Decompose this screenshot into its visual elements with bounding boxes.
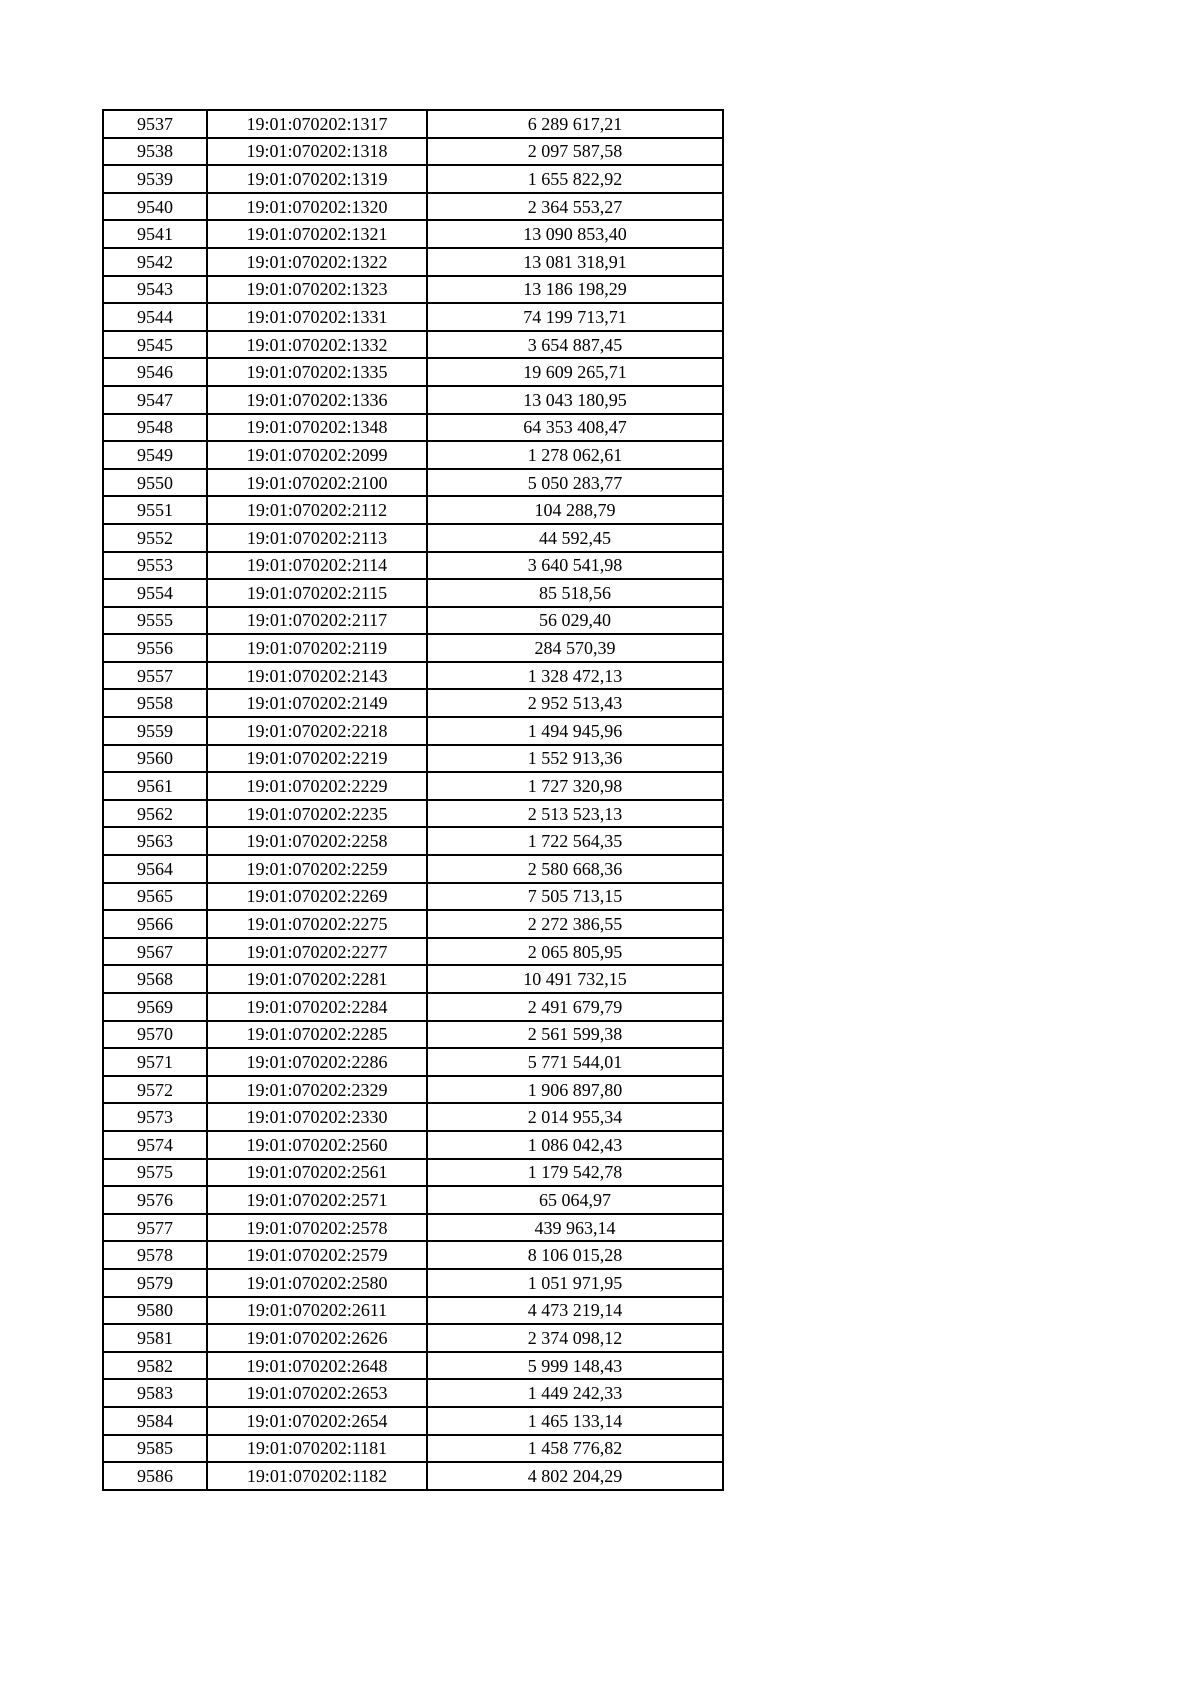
- cadastral-number-cell: 19:01:070202:1320: [207, 193, 427, 221]
- cadastral-number-cell: 19:01:070202:2115: [207, 579, 427, 607]
- cadastral-number-cell: 19:01:070202:2117: [207, 607, 427, 635]
- cadastral-value-cell: 74 199 713,71: [427, 303, 723, 331]
- cadastral-number-cell: 19:01:070202:1332: [207, 331, 427, 359]
- cadastral-value-cell: 2 491 679,79: [427, 993, 723, 1021]
- table-row: [103, 524, 723, 552]
- row-number-cell: 9557: [103, 662, 207, 690]
- cadastral-value-cell: 2 374 098,12: [427, 1324, 723, 1352]
- cadastral-value-cell: 2 513 523,13: [427, 800, 723, 828]
- cadastral-number-cell: 19:01:070202:2571: [207, 1186, 427, 1214]
- table-row: [103, 634, 723, 662]
- row-number-cell: 9538: [103, 138, 207, 166]
- table-row: [103, 938, 723, 966]
- row-number-cell: 9576: [103, 1186, 207, 1214]
- cadastral-number-cell: 19:01:070202:2281: [207, 965, 427, 993]
- cadastral-value-cell: 1 449 242,33: [427, 1379, 723, 1407]
- cadastral-number-cell: 19:01:070202:2284: [207, 993, 427, 1021]
- row-number-cell: 9544: [103, 303, 207, 331]
- cadastral-value-cell: 13 043 180,95: [427, 386, 723, 414]
- row-number-cell: 9559: [103, 717, 207, 745]
- cadastral-number-cell: 19:01:070202:2285: [207, 1021, 427, 1049]
- row-number-cell: 9537: [103, 110, 207, 138]
- row-number-cell: 9540: [103, 193, 207, 221]
- cadastral-number-cell: 19:01:070202:1322: [207, 248, 427, 276]
- cadastral-value-cell: 3 640 541,98: [427, 552, 723, 580]
- cadastral-value-cell: 19 609 265,71: [427, 358, 723, 386]
- row-number-cell: 9539: [103, 165, 207, 193]
- table-row: [103, 662, 723, 690]
- cadastral-number-cell: 19:01:070202:2219: [207, 745, 427, 773]
- table-row: [103, 303, 723, 331]
- table-row: [103, 689, 723, 717]
- table-row: [103, 965, 723, 993]
- table-row: [103, 910, 723, 938]
- cadastral-number-cell: 19:01:070202:2626: [207, 1324, 427, 1352]
- row-number-cell: 9548: [103, 414, 207, 442]
- cadastral-number-cell: 19:01:070202:2259: [207, 855, 427, 883]
- cadastral-value-cell: 1 328 472,13: [427, 662, 723, 690]
- cadastral-value-cell: 1 086 042,43: [427, 1131, 723, 1159]
- cadastral-value-cell: 2 097 587,58: [427, 138, 723, 166]
- cadastral-number-cell: 19:01:070202:2286: [207, 1048, 427, 1076]
- table-row: [103, 414, 723, 442]
- cadastral-value-cell: 4 473 219,14: [427, 1297, 723, 1325]
- row-number-cell: 9579: [103, 1269, 207, 1297]
- cadastral-number-cell: 19:01:070202:2277: [207, 938, 427, 966]
- table-row: [103, 1048, 723, 1076]
- row-number-cell: 9555: [103, 607, 207, 635]
- row-number-cell: 9560: [103, 745, 207, 773]
- cadastral-value-cell: 2 561 599,38: [427, 1021, 723, 1049]
- table-row: [103, 855, 723, 883]
- table-row: [103, 717, 723, 745]
- row-number-cell: 9543: [103, 276, 207, 304]
- table-row: [103, 1462, 723, 1490]
- cadastral-number-cell: 19:01:070202:1348: [207, 414, 427, 442]
- cadastral-value-cell: 1 051 971,95: [427, 1269, 723, 1297]
- table-row: [103, 883, 723, 911]
- cadastral-value-cell: 2 014 955,34: [427, 1103, 723, 1131]
- table-row: [103, 1103, 723, 1131]
- cadastral-number-cell: 19:01:070202:2580: [207, 1269, 427, 1297]
- row-number-cell: 9582: [103, 1352, 207, 1380]
- cadastral-number-cell: 19:01:070202:2113: [207, 524, 427, 552]
- table-row: [103, 386, 723, 414]
- table-row: [103, 220, 723, 248]
- cadastral-value-cell: 1 722 564,35: [427, 827, 723, 855]
- cadastral-number-cell: 19:01:070202:1323: [207, 276, 427, 304]
- row-number-cell: 9541: [103, 220, 207, 248]
- row-number-cell: 9567: [103, 938, 207, 966]
- row-number-cell: 9574: [103, 1131, 207, 1159]
- table-row: [103, 331, 723, 359]
- table-row: [103, 1241, 723, 1269]
- cadastral-number-cell: 19:01:070202:2561: [207, 1159, 427, 1187]
- cadastral-value-cell: 1 278 062,61: [427, 441, 723, 469]
- cadastral-value-table: [102, 109, 724, 1491]
- row-number-cell: 9573: [103, 1103, 207, 1131]
- table-row: [103, 276, 723, 304]
- cadastral-number-cell: 19:01:070202:2119: [207, 634, 427, 662]
- table-row: [103, 1324, 723, 1352]
- cadastral-value-cell: 8 106 015,28: [427, 1241, 723, 1269]
- cadastral-number-cell: 19:01:070202:2114: [207, 552, 427, 580]
- cadastral-value-cell: 13 081 318,91: [427, 248, 723, 276]
- cadastral-value-cell: 1 727 320,98: [427, 772, 723, 800]
- row-number-cell: 9562: [103, 800, 207, 828]
- table-row: [103, 827, 723, 855]
- cadastral-value-cell: 65 064,97: [427, 1186, 723, 1214]
- cadastral-number-cell: 19:01:070202:2258: [207, 827, 427, 855]
- row-number-cell: 9581: [103, 1324, 207, 1352]
- cadastral-value-cell: 2 364 553,27: [427, 193, 723, 221]
- row-number-cell: 9554: [103, 579, 207, 607]
- cadastral-number-cell: 19:01:070202:1182: [207, 1462, 427, 1490]
- cadastral-value-cell: 56 029,40: [427, 607, 723, 635]
- cadastral-value-cell: 7 505 713,15: [427, 883, 723, 911]
- table-row: [103, 469, 723, 497]
- cadastral-value-cell: 1 906 897,80: [427, 1076, 723, 1104]
- table-row: [103, 1186, 723, 1214]
- row-number-cell: 9572: [103, 1076, 207, 1104]
- table-row: [103, 1076, 723, 1104]
- cadastral-value-cell: 4 802 204,29: [427, 1462, 723, 1490]
- cadastral-number-cell: 19:01:070202:2143: [207, 662, 427, 690]
- cadastral-number-cell: 19:01:070202:2229: [207, 772, 427, 800]
- cadastral-value-cell: 64 353 408,47: [427, 414, 723, 442]
- table-row: [103, 1435, 723, 1463]
- row-number-cell: 9575: [103, 1159, 207, 1187]
- row-number-cell: 9568: [103, 965, 207, 993]
- cadastral-number-cell: 19:01:070202:2330: [207, 1103, 427, 1131]
- row-number-cell: 9550: [103, 469, 207, 497]
- row-number-cell: 9578: [103, 1241, 207, 1269]
- table-row: [103, 1297, 723, 1325]
- cadastral-value-cell: 2 065 805,95: [427, 938, 723, 966]
- row-number-cell: 9571: [103, 1048, 207, 1076]
- table-row: [103, 496, 723, 524]
- cadastral-value-cell: 5 050 283,77: [427, 469, 723, 497]
- table-row: [103, 772, 723, 800]
- row-number-cell: 9552: [103, 524, 207, 552]
- row-number-cell: 9542: [103, 248, 207, 276]
- table-row: [103, 1379, 723, 1407]
- cadastral-value-cell: 284 570,39: [427, 634, 723, 662]
- row-number-cell: 9546: [103, 358, 207, 386]
- cadastral-number-cell: 19:01:070202:1331: [207, 303, 427, 331]
- cadastral-number-cell: 19:01:070202:2653: [207, 1379, 427, 1407]
- table-body: [103, 110, 723, 1490]
- cadastral-value-cell: 2 952 513,43: [427, 689, 723, 717]
- table-row: [103, 1214, 723, 1242]
- table-row: [103, 1159, 723, 1187]
- cadastral-value-cell: 2 272 386,55: [427, 910, 723, 938]
- cadastral-number-cell: 19:01:070202:2560: [207, 1131, 427, 1159]
- cadastral-number-cell: 19:01:070202:2149: [207, 689, 427, 717]
- cadastral-number-cell: 19:01:070202:2112: [207, 496, 427, 524]
- row-number-cell: 9547: [103, 386, 207, 414]
- row-number-cell: 9558: [103, 689, 207, 717]
- table-row: [103, 193, 723, 221]
- row-number-cell: 9584: [103, 1407, 207, 1435]
- cadastral-number-cell: 19:01:070202:1317: [207, 110, 427, 138]
- cadastral-number-cell: 19:01:070202:2269: [207, 883, 427, 911]
- row-number-cell: 9565: [103, 883, 207, 911]
- cadastral-value-cell: 1 552 913,36: [427, 745, 723, 773]
- cadastral-value-cell: 1 458 776,82: [427, 1435, 723, 1463]
- cadastral-value-cell: 1 655 822,92: [427, 165, 723, 193]
- table-row: [103, 441, 723, 469]
- row-number-cell: 9564: [103, 855, 207, 883]
- table-row: [103, 1352, 723, 1380]
- row-number-cell: 9566: [103, 910, 207, 938]
- cadastral-value-cell: 6 289 617,21: [427, 110, 723, 138]
- row-number-cell: 9553: [103, 552, 207, 580]
- cadastral-number-cell: 19:01:070202:1181: [207, 1435, 427, 1463]
- cadastral-number-cell: 19:01:070202:2654: [207, 1407, 427, 1435]
- cadastral-value-cell: 1 494 945,96: [427, 717, 723, 745]
- row-number-cell: 9561: [103, 772, 207, 800]
- cadastral-number-cell: 19:01:070202:2578: [207, 1214, 427, 1242]
- table-row: [103, 165, 723, 193]
- table-row: [103, 800, 723, 828]
- cadastral-value-cell: 1 179 542,78: [427, 1159, 723, 1187]
- cadastral-value-cell: 3 654 887,45: [427, 331, 723, 359]
- table-row: [103, 110, 723, 138]
- table-row: [103, 1269, 723, 1297]
- cadastral-value-cell: 1 465 133,14: [427, 1407, 723, 1435]
- table-row: [103, 1021, 723, 1049]
- cadastral-value-cell: 13 186 198,29: [427, 276, 723, 304]
- row-number-cell: 9586: [103, 1462, 207, 1490]
- cadastral-number-cell: 19:01:070202:2275: [207, 910, 427, 938]
- row-number-cell: 9580: [103, 1297, 207, 1325]
- cadastral-value-cell: 2 580 668,36: [427, 855, 723, 883]
- table-row: [103, 248, 723, 276]
- row-number-cell: 9577: [103, 1214, 207, 1242]
- table-row: [103, 552, 723, 580]
- cadastral-number-cell: 19:01:070202:2329: [207, 1076, 427, 1104]
- row-number-cell: 9569: [103, 993, 207, 1021]
- cadastral-value-cell: 5 771 544,01: [427, 1048, 723, 1076]
- row-number-cell: 9545: [103, 331, 207, 359]
- cadastral-number-cell: 19:01:070202:1321: [207, 220, 427, 248]
- cadastral-value-cell: 104 288,79: [427, 496, 723, 524]
- row-number-cell: 9551: [103, 496, 207, 524]
- cadastral-number-cell: 19:01:070202:1335: [207, 358, 427, 386]
- cadastral-number-cell: 19:01:070202:2218: [207, 717, 427, 745]
- row-number-cell: 9556: [103, 634, 207, 662]
- cadastral-number-cell: 19:01:070202:2099: [207, 441, 427, 469]
- table-row: [103, 358, 723, 386]
- cadastral-number-cell: 19:01:070202:2579: [207, 1241, 427, 1269]
- cadastral-number-cell: 19:01:070202:2235: [207, 800, 427, 828]
- cadastral-number-cell: 19:01:070202:2100: [207, 469, 427, 497]
- cadastral-value-cell: 44 592,45: [427, 524, 723, 552]
- cadastral-value-cell: 85 518,56: [427, 579, 723, 607]
- cadastral-number-cell: 19:01:070202:1336: [207, 386, 427, 414]
- row-number-cell: 9570: [103, 1021, 207, 1049]
- cadastral-value-cell: 10 491 732,15: [427, 965, 723, 993]
- cadastral-number-cell: 19:01:070202:2648: [207, 1352, 427, 1380]
- row-number-cell: 9585: [103, 1435, 207, 1463]
- table-row: [103, 579, 723, 607]
- cadastral-value-cell: 439 963,14: [427, 1214, 723, 1242]
- cadastral-value-cell: 5 999 148,43: [427, 1352, 723, 1380]
- cadastral-number-cell: 19:01:070202:1318: [207, 138, 427, 166]
- row-number-cell: 9549: [103, 441, 207, 469]
- table-row: [103, 607, 723, 635]
- row-number-cell: 9583: [103, 1379, 207, 1407]
- table-row: [103, 138, 723, 166]
- cadastral-value-cell: 13 090 853,40: [427, 220, 723, 248]
- table-row: [103, 993, 723, 1021]
- table-row: [103, 1131, 723, 1159]
- row-number-cell: 9563: [103, 827, 207, 855]
- table-row: [103, 745, 723, 773]
- cadastral-number-cell: 19:01:070202:1319: [207, 165, 427, 193]
- cadastral-number-cell: 19:01:070202:2611: [207, 1297, 427, 1325]
- table-row: [103, 1407, 723, 1435]
